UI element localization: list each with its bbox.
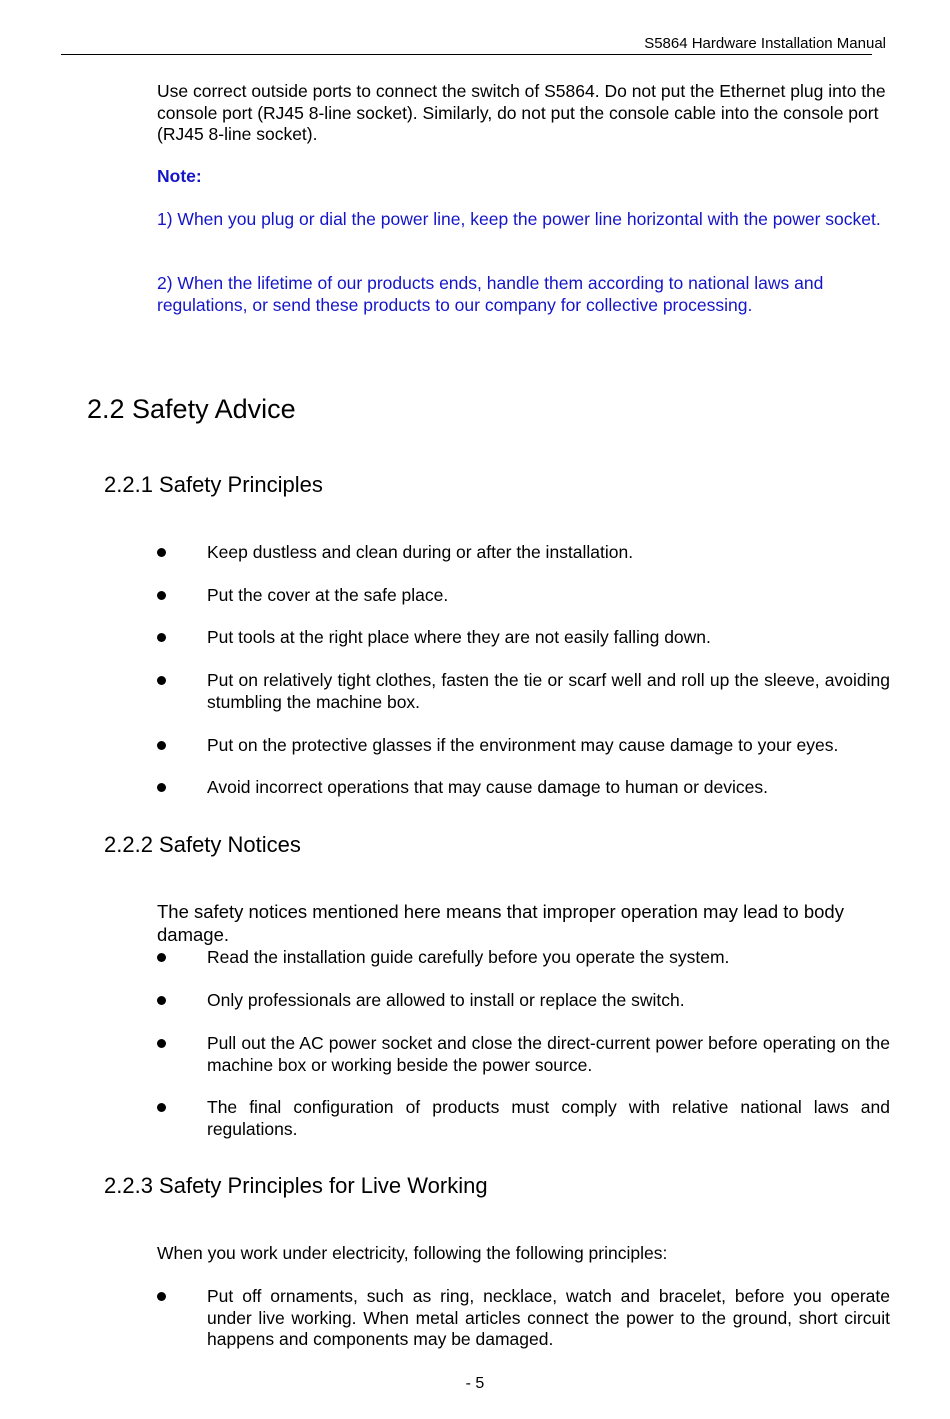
subsection-heading-safety-principles: 2.2.1 Safety Principles [104, 472, 323, 497]
list-item [157, 585, 890, 607]
list-item [157, 627, 890, 649]
list-item [157, 1097, 890, 1140]
note-label: Note: [157, 166, 202, 186]
list-item-text: Put on the protective glasses if the environment may cause damage to your eyes. [207, 735, 839, 755]
bullet-icon [157, 676, 166, 685]
section-heading-safety-advice: 2.2 Safety Advice [87, 394, 296, 424]
list-item-text: Keep dustless and clean during or after the installation. [207, 542, 634, 562]
header-divider [61, 54, 872, 55]
note-item-1: 1) When you plug or dial the power line, keep the power line horizontal with the power socket. [157, 209, 881, 229]
list-item [157, 670, 890, 713]
list-item [157, 1033, 890, 1076]
list-item-text: Put off ornaments, such as ring, necklace, watch and bracelet, before you operate under live working. When metal articles connect the power to the ground, short circuit happens and components may be damaged. [207, 1286, 890, 1349]
bullet-icon [157, 741, 166, 750]
list-item [157, 990, 890, 1012]
list-item [157, 1286, 890, 1351]
list-item [157, 777, 890, 799]
running-header-title: S5864 Hardware Installation Manual [644, 35, 886, 52]
bullet-icon [157, 633, 166, 642]
list-item-text: Put the cover at the safe place. [207, 585, 449, 605]
list-item-text: Put on relatively tight clothes, fasten the tie or scarf well and roll up the sleeve, avoiding stumbling the machine box. [207, 670, 890, 712]
subsection-heading-live-working: 2.2.3 Safety Principles for Live Working [104, 1173, 488, 1198]
note-item-2: 2) When the lifetime of our products ends, handle them according to national laws and regulations, or send these products to our company for collective processing. [157, 273, 824, 315]
safety-notices-intro: The safety notices mentioned here means that improper operation may lead to body damage. [157, 901, 844, 945]
bullet-icon [157, 548, 166, 557]
list-item-text: Put tools at the right place where they are not easily falling down. [207, 627, 711, 647]
list-item-text: Pull out the AC power socket and close the direct-current power before operating on the machine box or working beside the power source. [207, 1033, 890, 1075]
live-working-intro: When you work under electricity, following the following principles: [157, 1243, 668, 1263]
list-item [157, 735, 890, 757]
subsection-heading-safety-notices: 2.2.2 Safety Notices [104, 832, 301, 857]
list-item [157, 947, 890, 969]
bullet-icon [157, 996, 166, 1005]
page-number: - 5 [465, 1375, 485, 1392]
bullet-icon [157, 953, 166, 962]
intro-paragraph: Use correct outside ports to connect the switch of S5864. Do not put the Ethernet plug into the console port (RJ45 8-line socket). Similarly, do not put the console cable into the console port (RJ45 8-line socket). [157, 81, 886, 144]
bullet-icon [157, 591, 166, 600]
list-item-text: The final configuration of products must comply with relative national laws and regulations. [207, 1097, 890, 1139]
list-item-text: Avoid incorrect operations that may cause damage to human or devices. [207, 777, 768, 797]
list-item-text: Only professionals are allowed to install or replace the switch. [207, 990, 685, 1010]
list-item-text: Read the installation guide carefully before you operate the system. [207, 947, 730, 967]
bullet-icon [157, 1039, 166, 1048]
bullet-icon [157, 783, 166, 792]
bullet-icon [157, 1292, 166, 1301]
bullet-icon [157, 1103, 166, 1112]
list-item [157, 542, 890, 564]
